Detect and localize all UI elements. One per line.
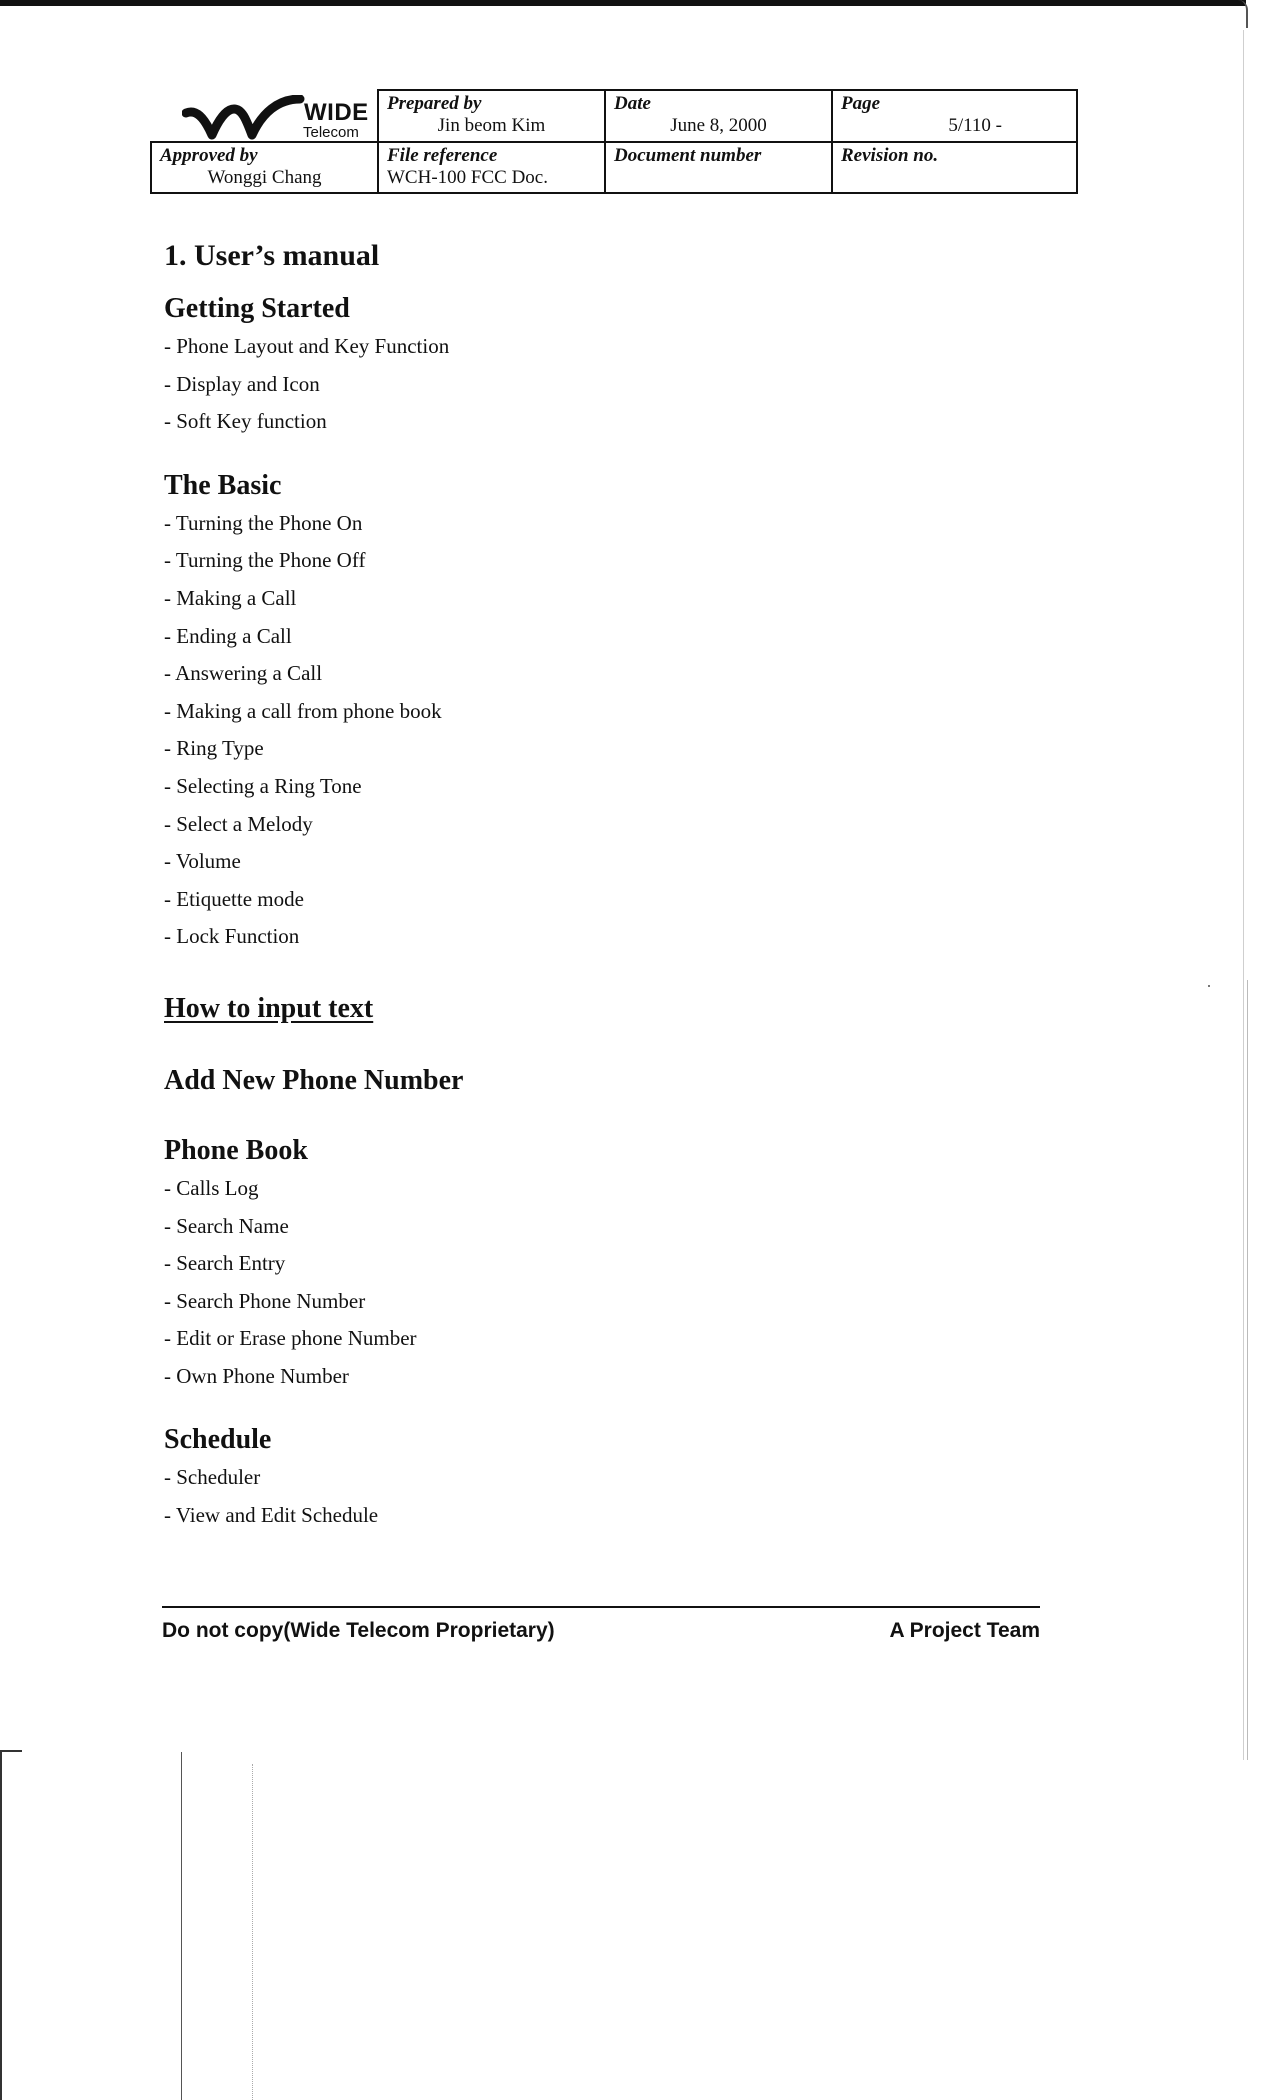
list-item: - Ending a Call <box>164 623 292 648</box>
list-item: - Making a Call <box>164 585 297 610</box>
schedule-list <box>164 1459 1044 1534</box>
document-header-table <box>150 89 1078 194</box>
scan-right-edge <box>1243 30 1244 1760</box>
manual-contents <box>164 236 1044 1535</box>
section-heading-add-new-phone-number: Add New Phone Number <box>164 1064 464 1096</box>
list-item: - Volume <box>164 849 241 874</box>
footer-proprietary-notice: Do not copy(Wide Telecom Proprietary) <box>162 1619 555 1642</box>
file-reference-label: File reference <box>387 145 498 166</box>
approved-by-label: Approved by <box>160 145 258 166</box>
scan-speck <box>1208 985 1210 987</box>
footer-divider <box>162 1606 1040 1608</box>
list-item: - Edit or Erase phone Number <box>164 1326 417 1351</box>
list-item: - Search Phone Number <box>164 1288 366 1313</box>
list-item: - Selecting a Ring Tone <box>164 773 362 798</box>
scan-left-tick <box>0 1750 22 1752</box>
list-item: - Turning the Phone Off <box>164 548 366 573</box>
scan-vertical-dotted-line <box>252 1764 253 2100</box>
document-number-label: Document number <box>614 145 762 166</box>
section-heading-phone-book: Phone Book <box>164 1134 308 1166</box>
scan-left-edge <box>0 1752 2 2100</box>
section-heading-schedule: Schedule <box>164 1424 272 1456</box>
page-title: 1. User’s manual <box>164 239 380 272</box>
scan-vertical-line <box>181 1752 182 2100</box>
list-item: - Answering a Call <box>164 661 323 686</box>
list-item: - Phone Layout and Key Function <box>164 334 450 358</box>
list-item: - Ring Type <box>164 736 264 761</box>
list-item: - Display and Icon <box>164 371 320 396</box>
list-item: - Calls Log <box>164 1175 259 1200</box>
logo-brand-text: WIDE <box>304 99 369 126</box>
the-basic-list <box>164 505 1044 956</box>
file-reference-value: WCH-100 FCC Doc. <box>387 167 548 188</box>
file-reference-cell <box>378 142 605 193</box>
section-heading-getting-started: Getting Started <box>164 293 350 324</box>
prepared-by-value: Jin beom Kim <box>437 115 546 136</box>
page-cell <box>832 90 1077 142</box>
date-label: Date <box>614 93 651 114</box>
list-item: - Search Name <box>164 1213 289 1238</box>
list-item: - Scheduler <box>164 1465 261 1490</box>
list-item: - Search Entry <box>164 1251 286 1276</box>
logo-cell <box>151 90 378 142</box>
wide-telecom-logo-icon <box>182 95 312 145</box>
list-item: - Lock Function <box>164 924 300 949</box>
prepared-by-cell <box>378 90 605 142</box>
list-item: - View and Edit Schedule <box>164 1503 379 1528</box>
scan-right-edge-lower <box>1247 980 1248 1760</box>
revision-no-cell <box>832 142 1077 193</box>
approved-by-cell <box>151 142 378 193</box>
list-item: - Etiquette mode <box>164 886 304 911</box>
section-heading-how-to-input-text: How to input text <box>164 992 374 1024</box>
list-item: - Turning the Phone On <box>164 510 363 535</box>
date-cell <box>605 90 832 142</box>
approved-by-value: Wonggi Chang <box>207 167 322 188</box>
page-value: 5/110 - <box>948 115 1002 136</box>
document-number-cell <box>605 142 832 193</box>
date-value: June 8, 2000 <box>670 115 767 136</box>
scan-top-border <box>0 0 1246 6</box>
list-item: - Select a Melody <box>164 811 313 836</box>
list-item: - Own Phone Number <box>164 1363 349 1388</box>
phone-book-list <box>164 1170 1044 1396</box>
page-label: Page <box>841 93 881 114</box>
list-item: - Soft Key function <box>164 409 327 434</box>
revision-no-label: Revision no. <box>841 145 939 166</box>
list-item: - Making a call from phone book <box>164 698 442 723</box>
section-heading-the-basic: The Basic <box>164 469 282 501</box>
getting-started-list <box>164 328 1044 441</box>
scan-corner-mark <box>1238 0 1248 28</box>
prepared-by-label: Prepared by <box>387 93 482 114</box>
logo-subtitle-text: Telecom <box>303 124 359 141</box>
footer-team-name: A Project Team <box>889 1619 1040 1642</box>
